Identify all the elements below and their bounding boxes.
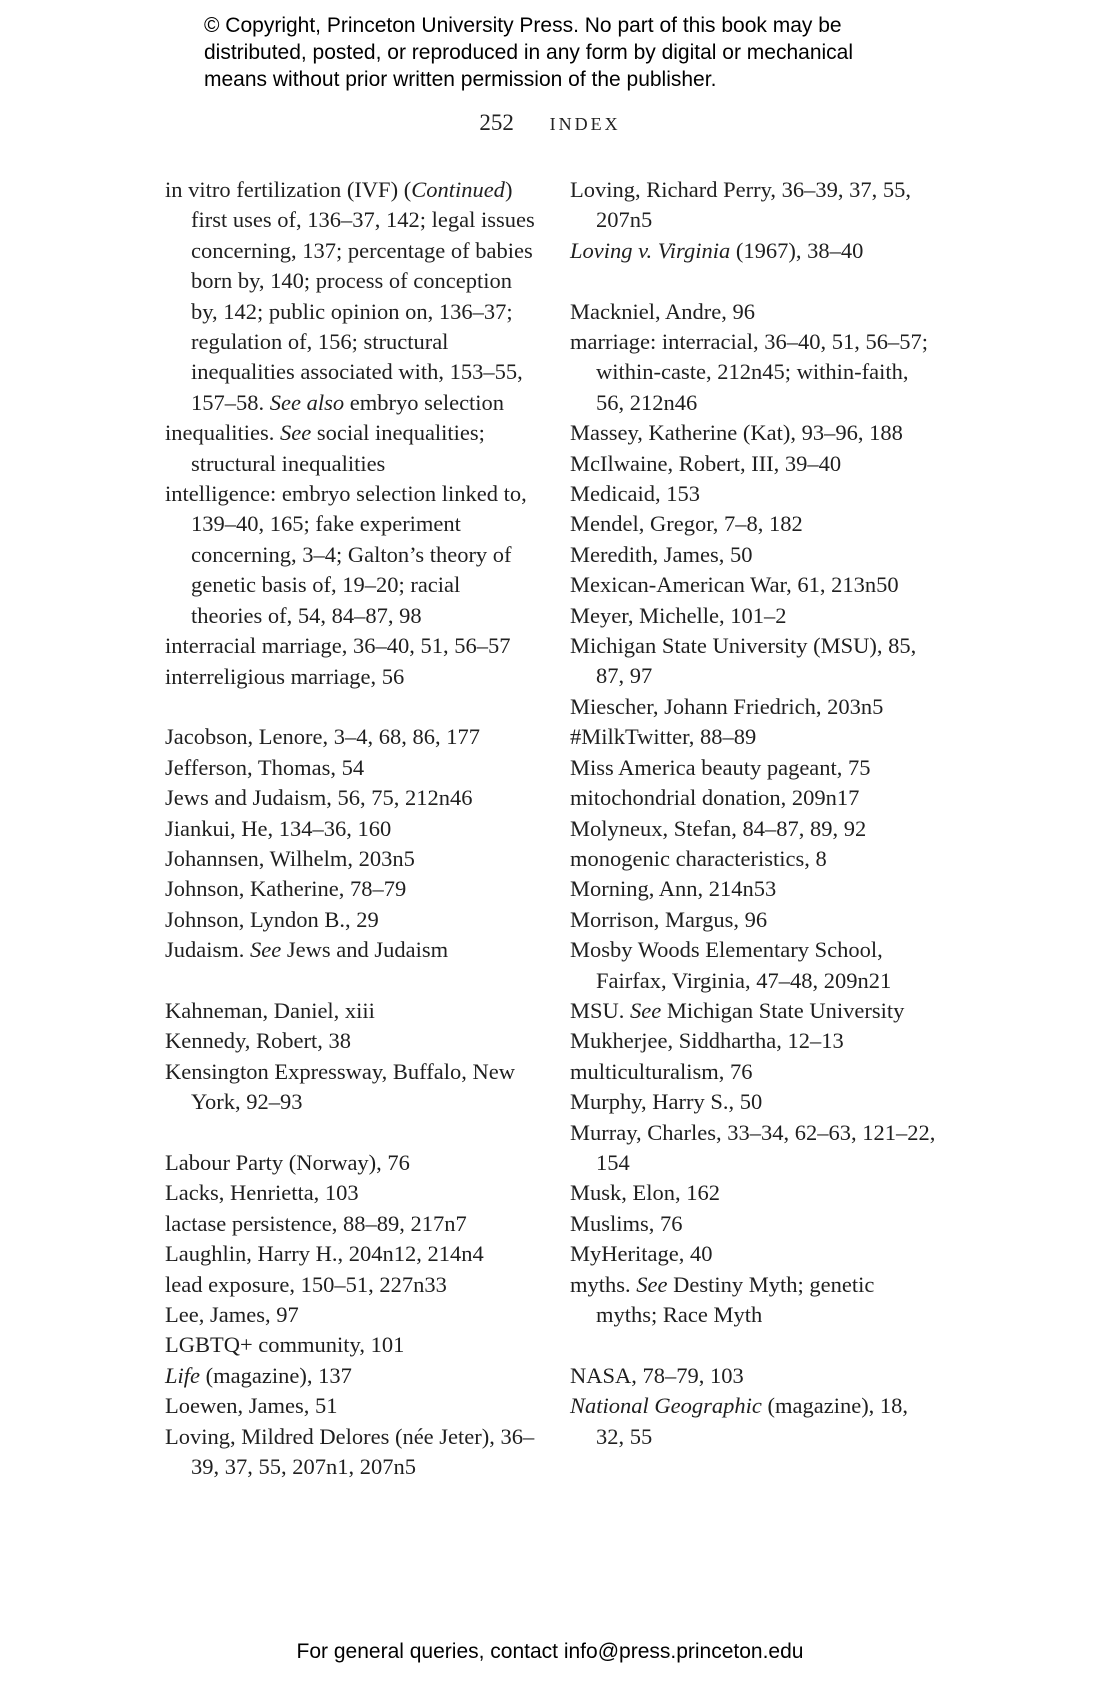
- index-entry-italic: National Geographic: [570, 1393, 762, 1419]
- index-entry: [570, 1391, 940, 1452]
- index-letter-gap: [165, 966, 535, 996]
- index-entry: [165, 631, 535, 661]
- index-letter-gap: [165, 692, 535, 722]
- index-entry: [570, 783, 940, 813]
- index-entry-text: lead exposure, 150–51, 227n33: [165, 1271, 447, 1297]
- copyright-notice: [204, 12, 924, 93]
- index-entry-italic: Life: [165, 1362, 201, 1388]
- index-entry-text: Jacobson, Lenore, 3–4, 68, 86, 177: [165, 724, 480, 750]
- index-entry-text: Jefferson, Thomas, 54: [165, 754, 365, 780]
- index-entry-text: inequalities.: [165, 420, 280, 446]
- index-entry-text: (1967), 38–40: [730, 237, 864, 263]
- index-entry: [165, 722, 535, 752]
- index-entry: [570, 601, 940, 631]
- index-entry: [570, 905, 940, 935]
- index-entry-text: Lee, James, 97: [165, 1301, 299, 1327]
- index-entry: [570, 935, 940, 996]
- index-entry: [570, 449, 940, 479]
- index-entry-text: marriage: interracial, 36–40, 51, 56–57; within-caste, 212n45; within-faith, 56, 212n46: [570, 329, 929, 415]
- index-entry-text: LGBTQ+ community, 101: [165, 1332, 405, 1358]
- index-entry: [165, 1270, 535, 1300]
- running-title: INDEX: [549, 114, 621, 134]
- index-entry-text: MSU.: [570, 997, 631, 1023]
- index-entry-text: interreligious marriage, 56: [165, 663, 405, 689]
- index-entry-text: Loewen, James, 51: [165, 1393, 338, 1419]
- index-entry-text: McIlwaine, Robert, III, 39–40: [570, 450, 842, 476]
- index-letter-gap: [570, 1330, 940, 1360]
- index-entry: [570, 722, 940, 752]
- index-entry-text: Labour Party (Norway), 76: [165, 1149, 410, 1175]
- index-entry-text: Laughlin, Harry H., 204n12, 214n4: [165, 1241, 484, 1267]
- index-entry: [570, 1209, 940, 1239]
- index-entry-text: Kahneman, Daniel, xiii: [165, 997, 375, 1023]
- index-entry: [165, 814, 535, 844]
- index-entry-text: Mackniel, Andre, 96: [570, 298, 755, 324]
- index-entry: [165, 1178, 535, 1208]
- index-entry: [570, 996, 940, 1026]
- index-entry-text: Kensington Expressway, Buffalo, New York, 92–93: [165, 1058, 515, 1115]
- index-entry-text: Destiny Myth; genetic myths; Race Myth: [596, 1271, 875, 1328]
- index-entry: [165, 662, 535, 692]
- copyright-line: distributed, posted, or reproduced in any form by digital or mechanical: [204, 41, 854, 64]
- index-entry: [165, 1330, 535, 1360]
- index-entry-text: Morning, Ann, 214n53: [570, 876, 777, 902]
- index-entry-text: Mendel, Gregor, 7–8, 182: [570, 511, 803, 537]
- index-entry-text: myths.: [570, 1271, 637, 1297]
- index-entry-text: lactase persistence, 88–89, 217n7: [165, 1210, 467, 1236]
- index-entry-text: mitochondrial donation, 209n17: [570, 785, 860, 811]
- index-entry: [570, 692, 940, 722]
- index-entry-text: Mexican-American War, 61, 213n50: [570, 572, 899, 598]
- index-entry: [570, 418, 940, 448]
- index-entry-italic: See also: [269, 389, 345, 415]
- index-letter-gap: [165, 1118, 535, 1148]
- index-entry: [165, 753, 535, 783]
- index-entry: [570, 479, 940, 509]
- index-column-right: [570, 175, 940, 1452]
- index-entry-text: (magazine), 137: [200, 1362, 352, 1388]
- index-entry-text: Mosby Woods Elementary School, Fairfax, Virginia, 47–48, 209n21: [570, 937, 892, 993]
- index-entry-text: (magazine), 18, 32, 55: [596, 1393, 909, 1449]
- index-entry-text: Muslims, 76: [570, 1210, 683, 1236]
- index-entry: [570, 509, 940, 539]
- index-entry-text: Murphy, Harry S., 50: [570, 1089, 763, 1115]
- index-entry-text: NASA, 78–79, 103: [570, 1362, 744, 1388]
- index-entry-text: MyHeritage, 40: [570, 1241, 713, 1267]
- index-entry: [165, 1148, 535, 1178]
- index-entry: [165, 783, 535, 813]
- index-entry-text: monogenic characteristics, 8: [570, 845, 827, 871]
- index-entry: [570, 1057, 940, 1087]
- index-entry-text: Johnson, Katherine, 78–79: [165, 876, 407, 902]
- index-entry-italic: See: [636, 1271, 668, 1297]
- index-entry-text: #MilkTwitter, 88–89: [570, 724, 757, 750]
- index-entry: [165, 175, 535, 418]
- index-entry: [570, 297, 940, 327]
- copyright-line: © Copyright, Princeton University Press. No part of this book may be: [204, 14, 842, 37]
- index-entry: [165, 1361, 535, 1391]
- index-entry: [165, 1026, 535, 1056]
- index-entry: [570, 570, 940, 600]
- index-entry: [165, 1057, 535, 1118]
- index-entry-text: Jews and Judaism: [281, 937, 449, 963]
- index-entry-text: Johnson, Lyndon B., 29: [165, 906, 379, 932]
- index-entry: [165, 874, 535, 904]
- index-entry: [570, 175, 940, 236]
- index-entry-italic: See: [279, 420, 312, 446]
- index-entry: [165, 479, 535, 631]
- index-entry: [570, 540, 940, 570]
- index-entry-text: ) first uses of, 136–37, 142; legal issues concerning, 137; percentage of babies born by, 140; process of conception by, 142; public opinion on, 136–37; regulation of, 156; structural inequalities associated with, 153–55, 157–58.: [191, 177, 535, 415]
- index-entry: [570, 874, 940, 904]
- index-letter-gap: [570, 266, 940, 296]
- index-entry-text: Lacks, Henrietta, 103: [165, 1180, 359, 1206]
- index-entry: [165, 935, 535, 965]
- index-entry-text: Miescher, Johann Friedrich, 203n5: [570, 693, 884, 719]
- index-entry-text: Meyer, Michelle, 101–2: [570, 602, 787, 628]
- index-entry-text: Jiankui, He, 134–36, 160: [165, 815, 392, 841]
- index-entry-text: interracial marriage, 36–40, 51, 56–57: [165, 633, 511, 659]
- index-entry: [570, 1178, 940, 1208]
- index-entry-italic: Continued: [411, 177, 505, 202]
- index-entry-text: Mukherjee, Siddhartha, 12–13: [570, 1028, 844, 1054]
- index-entry-text: Meredith, James, 50: [570, 541, 753, 567]
- index-entry: [165, 996, 535, 1026]
- index-entry-text: intelligence: embryo selection linked to, 139–40, 165; fake experiment concerning, 3–4; Galton’s theory of genetic basis of, 19–20; racial theories of, 54, 84–87, 98: [165, 481, 527, 628]
- index-column-left: [165, 175, 535, 1482]
- index-entry: [165, 1391, 535, 1421]
- index-entry: [165, 1209, 535, 1239]
- index-entry: [570, 753, 940, 783]
- index-entry: [570, 1361, 940, 1391]
- page-number: 252: [479, 110, 514, 135]
- index-entry-text: Loving, Mildred Delores (née Jeter), 36–39, 37, 55, 207n1, 207n5: [165, 1423, 535, 1480]
- index-entry: [165, 1422, 535, 1483]
- index-entry: [570, 1118, 940, 1179]
- index-entry-text: Miss America beauty pageant, 75: [570, 754, 871, 780]
- index-entry: [165, 844, 535, 874]
- index-entry: [570, 1270, 940, 1331]
- index-entry-text: multiculturalism, 76: [570, 1058, 753, 1084]
- index-entry: [165, 905, 535, 935]
- index-entry-text: Loving, Richard Perry, 36–39, 37, 55, 207n5: [570, 177, 911, 233]
- index-entry: [570, 631, 940, 692]
- index-entry-italic: See: [630, 997, 662, 1023]
- index-entry-italic: See: [250, 937, 282, 963]
- copyright-line: means without prior written permission of the publisher.: [204, 68, 717, 91]
- index-entry: [570, 844, 940, 874]
- index-entry-text: Johannsen, Wilhelm, 203n5: [165, 845, 415, 871]
- index-entry: [570, 1087, 940, 1117]
- index-entry-text: Musk, Elon, 162: [570, 1180, 721, 1206]
- index-entry-italic: Loving v. Virginia: [570, 237, 731, 263]
- index-entry: [570, 1026, 940, 1056]
- index-entry: [570, 814, 940, 844]
- index-entry-text: Michigan State University (MSU), 85, 87, 97: [570, 633, 917, 689]
- index-entry-text: Molyneux, Stefan, 84–87, 89, 92: [570, 815, 867, 841]
- footer-contact: For general queries, contact info@press.princeton.edu: [296, 1640, 804, 1663]
- index-entry-text: Judaism.: [165, 937, 251, 963]
- index-entry: [570, 236, 940, 266]
- index-entry-text: Kennedy, Robert, 38: [165, 1028, 351, 1054]
- index-entry: [165, 1239, 535, 1269]
- running-head: [0, 110, 1100, 136]
- index-entry: [570, 1239, 940, 1269]
- index-entry: [165, 1300, 535, 1330]
- index-entry-text: in vitro fertilization (IVF) (: [165, 177, 412, 202]
- index-entry: [165, 418, 535, 479]
- index-entry-text: Massey, Katherine (Kat), 93–96, 188: [570, 420, 903, 446]
- index-entry-text: Jews and Judaism, 56, 75, 212n46: [165, 785, 473, 811]
- index-entry: [570, 327, 940, 418]
- index-entry-text: social inequalities; structural inequalities: [191, 420, 485, 476]
- index-entry-text: Michigan State University: [661, 997, 905, 1023]
- index-entry-text: Medicaid, 153: [570, 481, 700, 507]
- index-entry-text: Murray, Charles, 33–34, 62–63, 121–22, 154: [570, 1119, 936, 1175]
- index-entry-text: Morrison, Margus, 96: [570, 906, 768, 932]
- index-entry-text: embryo selection: [344, 389, 505, 415]
